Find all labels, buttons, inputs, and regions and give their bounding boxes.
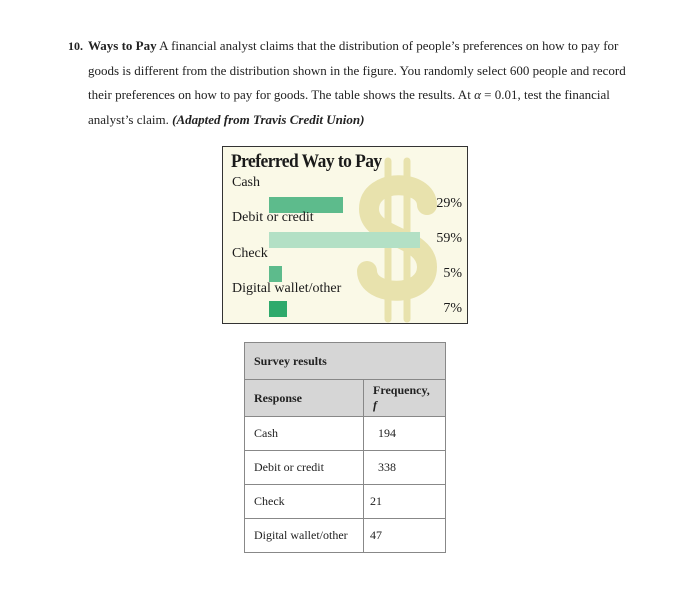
table-row	[245, 417, 446, 451]
alpha-symbol: α	[474, 87, 481, 102]
table-row	[245, 485, 446, 519]
figure-title: Preferred Way to Pay	[231, 151, 382, 172]
bar-label-cash: Cash	[232, 175, 260, 190]
bar-check	[269, 266, 282, 282]
exercise-problem	[68, 34, 648, 132]
cell-response: Digital wallet/other	[245, 519, 364, 553]
frequency-symbol: f	[373, 398, 377, 412]
table-caption: Survey results	[245, 343, 446, 380]
bar-label-debit-or-credit: Debit or credit	[232, 210, 314, 225]
problem-number: 10.	[68, 39, 83, 53]
bar-value-label-check: 5%	[443, 266, 462, 281]
problem-lead: Ways to Pay	[88, 38, 157, 53]
survey-table	[244, 342, 446, 553]
header-frequency: Frequency, f	[364, 380, 446, 417]
bar-digital-wallet-other	[269, 301, 287, 317]
bar-value-label-debit-or-credit: 59%	[436, 231, 462, 246]
problem-text	[88, 34, 648, 132]
problem-text-part2: = 0.01, test the financial analyst’s claim.	[88, 87, 610, 127]
problem-source: (Adapted from Travis Credit Union)	[172, 111, 365, 127]
cell-frequency: 194	[364, 417, 446, 451]
bar-value-label-cash: 29%	[436, 196, 462, 211]
bar-label-digital-wallet-other: Digital wallet/other	[232, 281, 342, 296]
problem-text-part1: A financial analyst claims that the distribution of people’s preferences on how to pay for goods is different from the distribution shown in the figure. You randomly select 600 people and record their preferences on how to pay for goods. The table shows the results. At	[88, 38, 626, 102]
cell-response: Check	[245, 485, 364, 519]
cell-frequency: 338	[364, 451, 446, 485]
table-row	[245, 451, 446, 485]
payment-figure	[222, 146, 468, 324]
bar-debit-or-credit	[269, 232, 420, 248]
cell-frequency: 47	[364, 519, 446, 553]
table-header-row	[245, 380, 446, 417]
table-row	[245, 519, 446, 553]
bar-label-check: Check	[232, 246, 268, 261]
header-response: Response	[245, 380, 364, 417]
cell-response: Cash	[245, 417, 364, 451]
cell-frequency: 21	[364, 485, 446, 519]
table-caption-row	[245, 343, 446, 380]
cell-response: Debit or credit	[245, 451, 364, 485]
bar-value-label-digital-wallet-other: 7%	[443, 301, 462, 316]
